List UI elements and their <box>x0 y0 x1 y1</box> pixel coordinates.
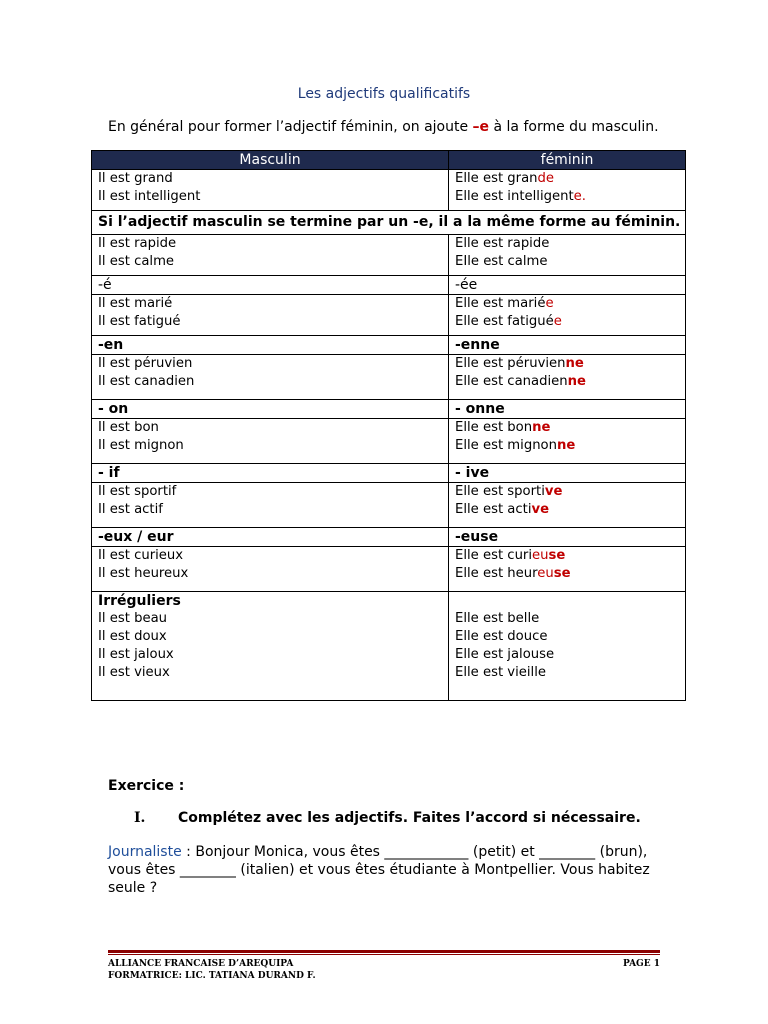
feminine-suffix: - onne <box>449 400 686 419</box>
table-row <box>92 355 686 400</box>
example: Il est actif <box>98 502 163 517</box>
example-ending: se <box>548 548 566 563</box>
suffix-row <box>92 400 686 419</box>
example: Il est rapide <box>98 236 177 251</box>
example-base: Elle est bon <box>455 420 533 435</box>
example <box>455 501 679 519</box>
example-ending: e <box>553 314 562 329</box>
example <box>455 565 679 583</box>
example: Il est sportif <box>98 484 177 499</box>
example <box>455 355 679 373</box>
example: Elle est douce <box>455 629 548 644</box>
example: Il est grand <box>98 171 173 186</box>
feminine-suffix: -enne <box>449 336 686 355</box>
masculine-suffix: -é <box>92 276 449 295</box>
intro-text: En général pour former l’adjectif féminin, on ajoute <box>108 119 473 135</box>
example <box>455 188 679 206</box>
feminine-cell <box>449 170 686 211</box>
footer-rule-thick <box>108 950 660 953</box>
dialogue-paragraph <box>108 843 668 897</box>
feminine-suffix: - ive <box>449 464 686 483</box>
example-ending: ne <box>532 420 551 435</box>
page-title: Les adjectifs qualificatifs <box>297 86 471 102</box>
example-base: Elle est acti <box>455 502 532 517</box>
footer <box>108 958 660 982</box>
example-ending: e. <box>573 189 586 204</box>
example <box>455 313 679 331</box>
example <box>455 547 679 565</box>
example: Elle est vieille <box>455 665 546 680</box>
feminine-cell <box>449 419 686 464</box>
table-header-row <box>92 151 686 170</box>
suffix-row <box>92 276 686 295</box>
example: EIle est calme <box>455 254 548 269</box>
masculine-suffix: -eux / eur <box>92 528 449 547</box>
suffix-row <box>92 336 686 355</box>
intro-marker: –e <box>472 119 490 135</box>
example <box>455 437 679 455</box>
example: Il est marié <box>98 296 173 311</box>
example-ending: ne <box>556 438 576 453</box>
table-row <box>92 547 686 592</box>
example-ending: de <box>537 171 555 186</box>
feminine-cell <box>449 483 686 528</box>
example-ending: e <box>545 296 554 311</box>
table-row <box>92 419 686 464</box>
feminine-cell <box>449 355 686 400</box>
example-base: Elle est heur <box>455 566 538 581</box>
feminine-cell <box>449 235 686 276</box>
example-ending: ve <box>531 502 550 517</box>
example <box>455 170 679 188</box>
example-ending: ve <box>544 484 563 499</box>
example <box>455 419 679 437</box>
masculine-cell <box>92 419 449 464</box>
question-number: I. <box>134 810 146 826</box>
rule-e-note: Si l’adjectif masculin se termine par un -e, il a la même forme au féminin. <box>92 211 686 235</box>
header-masculin: Masculin <box>92 151 449 170</box>
masculine-cell <box>92 235 449 276</box>
irregular-heading: Irréguliers <box>98 593 181 609</box>
example-ending: se <box>553 566 571 581</box>
example-base: Elle est sporti <box>455 484 545 499</box>
example: Il est beau <box>98 611 168 626</box>
feminine-cell <box>449 592 686 701</box>
example: Il est bon <box>98 420 159 435</box>
example-ending-light: eu <box>537 566 554 581</box>
masculine-suffix: - on <box>92 400 449 419</box>
exercise-question <box>134 810 641 826</box>
footer-instructor: FORMATRICE: LIC. TATIANA DURAND F. <box>108 971 316 981</box>
example-base: Elle est fatigué <box>455 314 554 329</box>
example: Il est péruvien <box>98 356 193 371</box>
example: Il est calme <box>98 254 175 269</box>
example-base: Elle est marié <box>455 296 546 311</box>
exercise-label: Exercice : <box>108 778 185 794</box>
feminine-suffix: -euse <box>449 528 686 547</box>
example-base: Elle est canadien <box>455 374 568 389</box>
example <box>455 483 679 501</box>
masculine-cell <box>92 170 449 211</box>
example: Il est heureux <box>98 566 189 581</box>
dialogue-text: : Bonjour Monica, vous êtes ____________ (petit) et ________ (brun), vous êtes ________ (italien) et vous êtes étudiante à Montpellier. Vous habitez seule ? <box>108 844 650 896</box>
example: Il est jaloux <box>98 647 174 662</box>
footer-institution: ALLIANCE FRANCAISE D’AREQUIPA <box>108 959 294 969</box>
example: Il est canadien <box>98 374 195 389</box>
example: Il est curieux <box>98 548 184 563</box>
example-base: Elle est intelligent <box>455 189 574 204</box>
question-text: Complétez avec les adjectifs. Faites l’accord si nécessaire. <box>178 810 641 826</box>
intro-text-end: à la forme du masculin. <box>489 119 659 135</box>
table-row <box>92 295 686 336</box>
example-base: Elle est mignon <box>455 438 557 453</box>
table-row <box>92 483 686 528</box>
example-base: Elle est curi <box>455 548 533 563</box>
example: Il est fatigué <box>98 314 181 329</box>
table-row <box>92 170 686 211</box>
masculine-cell <box>92 483 449 528</box>
example <box>455 373 679 391</box>
example-base: Elle est gran <box>455 171 538 186</box>
adjective-table <box>91 150 686 701</box>
masculine-suffix: - if <box>92 464 449 483</box>
example: Il est intelligent <box>98 189 201 204</box>
speaker-name: Journaliste <box>108 844 182 860</box>
table-row <box>92 211 686 235</box>
example-ending-light: eu <box>532 548 549 563</box>
feminine-suffix: -ée <box>449 276 686 295</box>
feminine-cell <box>449 295 686 336</box>
feminine-cell <box>449 547 686 592</box>
masculine-cell <box>92 592 449 701</box>
suffix-row <box>92 464 686 483</box>
example-ending: ne <box>567 374 586 389</box>
masculine-suffix: -en <box>92 336 449 355</box>
masculine-cell <box>92 355 449 400</box>
masculine-cell <box>92 295 449 336</box>
example: Elle est belle <box>455 611 540 626</box>
masculine-cell <box>92 547 449 592</box>
example-ending: ne <box>565 356 584 371</box>
example: Elle est rapide <box>455 236 550 251</box>
example <box>455 295 679 313</box>
spacer <box>455 592 679 610</box>
example: Il est vieux <box>98 665 170 680</box>
example: Il est mignon <box>98 438 184 453</box>
suffix-row <box>92 528 686 547</box>
example-base: Elle est péruvien <box>455 356 566 371</box>
example: Elle est jalouse <box>455 647 555 662</box>
footer-rule-thin <box>108 954 660 955</box>
example: Il est doux <box>98 629 167 644</box>
page-number: PAGE 1 <box>622 959 660 969</box>
table-row <box>92 235 686 276</box>
table-row <box>92 592 686 701</box>
header-feminin: féminin <box>449 151 686 170</box>
intro-rule <box>108 119 659 135</box>
